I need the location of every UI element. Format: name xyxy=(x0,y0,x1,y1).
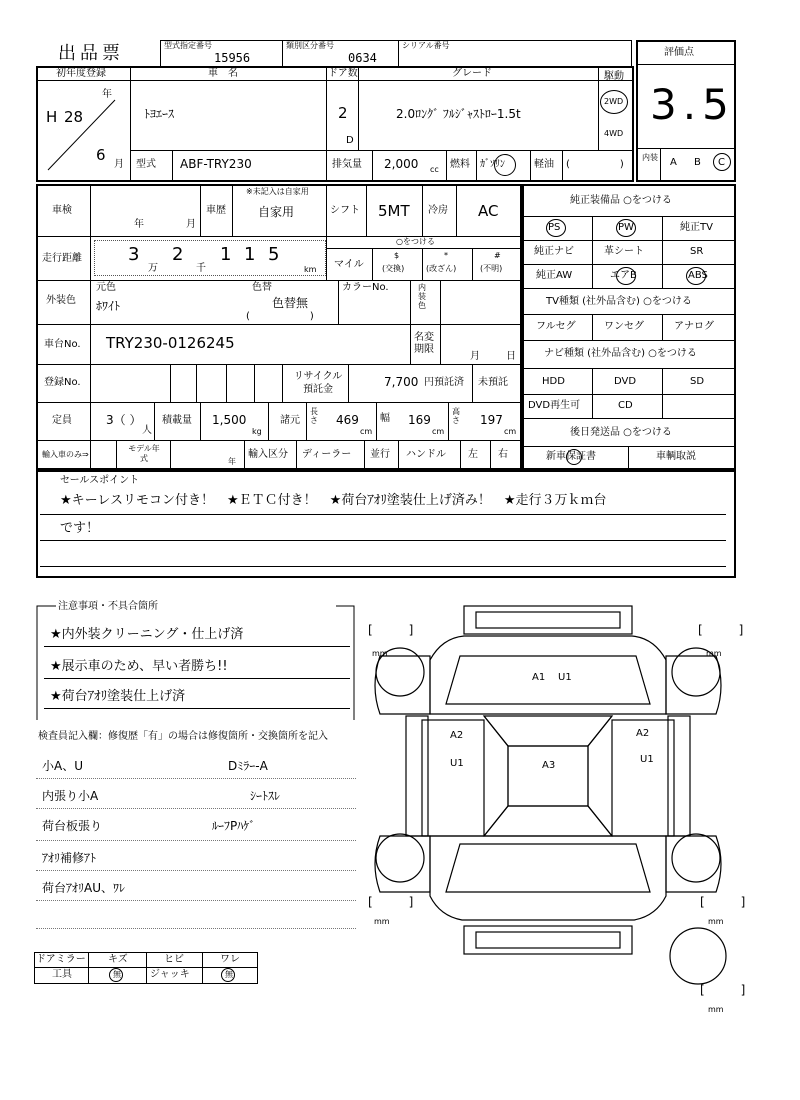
model-code: 15956 xyxy=(214,51,251,65)
serial-label: シリアル番号 xyxy=(402,41,450,50)
diagram-label-a2-right: A2 xyxy=(636,728,650,739)
tools-mark: 無 xyxy=(113,970,121,979)
note-line-3: ★荷台ｱｵﾘ塗装仕上げ済 xyxy=(50,689,186,704)
note-line-1: ★内外装クリーニング・仕上げ済 xyxy=(50,627,244,642)
import-type-label: 輸入区分 xyxy=(248,449,288,460)
equip-abs-circle xyxy=(686,267,706,285)
diagram-label-u1-top: U1 xyxy=(558,672,572,683)
name-limit-day: 日 xyxy=(506,351,516,362)
mile-option: マイル xyxy=(334,259,364,270)
break-header: ワレ xyxy=(220,954,240,965)
capacity-label: 定員 xyxy=(52,415,72,426)
notes-label: 注意事項・不具合箇所 xyxy=(58,601,158,612)
mileage-digit-5: 5 xyxy=(268,244,280,265)
door-suffix: D xyxy=(346,135,354,146)
interior-label: 内装 xyxy=(642,153,658,162)
tire-bracket-rear-right: [ ] xyxy=(700,895,746,909)
diagram-label-u1-left: U1 xyxy=(450,758,464,769)
navi-dvd-play: DVD再生可 xyxy=(528,400,581,411)
fuel-diesel: 軽油 xyxy=(534,159,554,170)
tv-analog: アナログ xyxy=(674,321,714,332)
displacement-unit: cc xyxy=(430,165,439,174)
year-unit: 年 xyxy=(102,89,112,100)
equip-sr: SR xyxy=(690,246,704,257)
mileage-unit-km: km xyxy=(304,265,317,274)
load-label: 積載量 xyxy=(162,415,192,426)
inspector-line-1-right: Dﾐﾗｰ-A xyxy=(228,759,268,773)
mileage-digit-2: 2 xyxy=(172,244,184,265)
interior-c: C xyxy=(718,157,725,168)
width: 169 xyxy=(408,413,431,427)
tire-unit-rear-right: mm xyxy=(708,917,724,926)
displacement: 2,000 xyxy=(384,157,419,171)
shift: 5MT xyxy=(378,202,410,220)
sales-point-box xyxy=(36,470,736,578)
later-manual: 車輌取説 xyxy=(656,451,696,462)
fuel-gasoline: ｶﾞｿﾘﾝ xyxy=(480,159,505,170)
repaint-paren: ( ) xyxy=(246,311,314,322)
navi-dvd: DVD xyxy=(614,376,637,387)
equip-abs: ABS xyxy=(688,270,708,281)
inspector-line-5-left: 荷台ｱｵﾘAU、ﾜﾚ xyxy=(42,881,125,895)
mirror-header: ドアミラー xyxy=(36,954,86,965)
interior-a: A xyxy=(670,157,677,168)
repaint: 色替無 xyxy=(272,296,309,310)
color-no-label: カラーNo. xyxy=(342,282,389,293)
color-label: 外装色 xyxy=(46,295,76,306)
evaluation-score: 3.5 xyxy=(650,80,735,129)
tv-oneseg: ワンセグ xyxy=(604,321,644,332)
navi-header: ナビ種類 (社外品含む) ○をつける xyxy=(544,348,697,359)
grade: 2.0ﾛﾝｸﾞ ﾌﾙｼﾞｬｽﾄﾛｰ1.5t xyxy=(396,107,521,121)
interior-b: B xyxy=(694,157,701,168)
recycle-amount: 7,700 xyxy=(384,375,419,389)
exchange-symbol: $ xyxy=(394,251,400,260)
tv-fullseg: フルセグ xyxy=(536,321,576,332)
tools-label: 工具 xyxy=(52,969,72,980)
later-warranty-circle xyxy=(566,449,582,465)
equip-pw: PW xyxy=(618,222,634,233)
int-color-label: 内装色 xyxy=(418,283,426,310)
height: 197 xyxy=(480,413,503,427)
history-label: 車歴 xyxy=(206,205,226,216)
reg-month: 6 xyxy=(96,146,106,164)
chassis-label: 車台No. xyxy=(44,339,81,350)
history: 自家用 xyxy=(258,205,295,219)
inspection-month: 月 xyxy=(186,219,196,230)
door-label: ドア数 xyxy=(328,68,358,79)
inspector-line-2-right: ｼｰﾄｽﾚ xyxy=(250,789,281,803)
fuel-gasoline-circle xyxy=(494,154,516,176)
exchange-text: (交換) xyxy=(382,264,405,273)
diagram-label-a2-left: A2 xyxy=(450,730,464,741)
navi-hdd: HDD xyxy=(542,376,565,387)
reg-year: 28 xyxy=(64,108,84,126)
tire-unit-spare: mm xyxy=(708,1005,724,1014)
equip-airbag-circle xyxy=(616,267,636,285)
tv-header: TV種類 (社外品含む) ○をつける xyxy=(546,296,692,307)
recycle-unit: 円預託済 xyxy=(424,377,464,388)
diagram-label-u1-right: U1 xyxy=(640,754,654,765)
length-unit: cm xyxy=(360,427,373,436)
repaint-label: 色替 xyxy=(252,282,272,293)
equipment-header: 純正装備品 ○をつける xyxy=(570,195,672,206)
inspector-label: 検査員記入欄：修復歴「有」の場合は修復箇所・交換箇所を記入 xyxy=(38,731,328,742)
equip-ps: PS xyxy=(548,222,561,233)
tire-bracket-front-right: [ ] xyxy=(698,623,744,637)
width-label: 幅 xyxy=(380,413,390,424)
name-limit-label: 名変期限 xyxy=(414,332,434,355)
length: 469 xyxy=(336,413,359,427)
sales-label: セールスポイント xyxy=(60,475,140,486)
later-warranty: 新車保証書 xyxy=(546,451,596,462)
navi-cd: CD xyxy=(618,400,633,411)
class-code-label: 類別区分番号 xyxy=(286,41,334,50)
tire-bracket-front-left: [ ] xyxy=(368,623,414,637)
orig-color-label: 元色 xyxy=(96,282,116,293)
ac-label: 冷房 xyxy=(428,205,448,216)
diagram-label-a1: A1 xyxy=(532,672,546,683)
mile-note: ○をつける xyxy=(396,237,435,246)
mileage-unit-sen: 千 xyxy=(196,263,206,274)
handle-left: 左 xyxy=(468,449,478,460)
recycle-none: 未預託 xyxy=(478,377,508,388)
chassis-number: TRY230-0126245 xyxy=(106,334,235,352)
inspection-label: 車検 xyxy=(52,205,72,216)
orig-color: ﾎﾜｲﾄ xyxy=(96,299,121,313)
first-reg-label: 初年度登録 xyxy=(56,68,106,79)
equip-navi: 純正ナビ xyxy=(534,246,574,257)
mileage-unit-man: 万 xyxy=(148,263,158,274)
drive-2wd: 2WD xyxy=(604,97,624,106)
equip-aw: 純正AW xyxy=(536,270,573,281)
shift-label: シフト xyxy=(330,205,360,216)
car-damage-diagram xyxy=(360,596,740,1026)
recycle-label: リサイクル預託金 xyxy=(293,371,343,395)
displacement-label: 排気量 xyxy=(332,159,362,170)
height-label: 高さ xyxy=(452,407,460,425)
door-count: 2 xyxy=(338,104,348,122)
inspector-line-4-left: ｱｵﾘ補修ｱﾄ xyxy=(42,851,97,865)
car-name-label: 車 名 xyxy=(208,68,238,79)
note-line-2: ★展示車のため、早い者勝ち!! xyxy=(50,659,228,674)
interior-c-circle xyxy=(713,153,731,171)
jack-mark: 無 xyxy=(225,970,233,979)
import-dealer: ディーラー xyxy=(302,449,352,460)
jack-mark-circle xyxy=(221,968,235,982)
drive-label: 駆動 xyxy=(604,71,624,82)
height-unit: cm xyxy=(504,427,517,436)
equip-pw-circle xyxy=(616,219,636,237)
tire-unit-front-left: mm xyxy=(372,649,388,658)
name-limit-month: 月 xyxy=(470,351,480,362)
load: 1,500 xyxy=(212,413,247,427)
drive-4wd: 4WD xyxy=(604,129,624,138)
handle-right: 右 xyxy=(498,449,508,460)
equip-ps-circle xyxy=(546,219,566,237)
length-label: 長さ xyxy=(310,407,318,425)
tamper-symbol: * xyxy=(444,251,448,260)
load-unit: kg xyxy=(252,427,262,436)
scratch-header: キズ xyxy=(108,954,128,965)
model-year-unit: 年 xyxy=(228,457,236,466)
model-year-label: モデル年式 xyxy=(128,444,160,463)
year-era: H xyxy=(46,108,58,126)
diagram-label-a3: A3 xyxy=(542,760,556,771)
later-header: 後日発送品 ○をつける xyxy=(570,427,672,438)
model: ABF-TRY230 xyxy=(180,157,252,171)
mileage-digit-4: 1 xyxy=(244,244,256,265)
equip-airbag: エアB xyxy=(610,270,637,281)
inspector-line-3-left: 荷台板張り xyxy=(42,819,103,833)
mileage-digit-3: 1 xyxy=(220,244,232,265)
tire-unit-front-right: mm xyxy=(706,649,722,658)
width-unit: cm xyxy=(432,427,445,436)
model-label: 型式 xyxy=(136,159,156,170)
month-unit: 月 xyxy=(114,159,124,170)
model-code-label: 型式指定番号 xyxy=(164,41,212,50)
navi-sd: SD xyxy=(690,376,705,387)
drive-2wd-circle xyxy=(600,90,628,114)
sales-line-2: です！ xyxy=(60,521,100,536)
unknown-text: (不明) xyxy=(480,264,503,273)
crack-header: ヒビ xyxy=(164,954,184,965)
import-parallel: 並行 xyxy=(370,449,390,460)
fuel-other: ( ) xyxy=(566,159,624,170)
tire-bracket-spare: [ ] xyxy=(700,983,746,997)
import-label: 輸入車のみ⇒ xyxy=(42,450,89,459)
class-code: 0634 xyxy=(348,51,377,65)
inspector-line-3-right: ﾙｰﾌPﾊｹﾞ xyxy=(212,819,256,833)
unknown-symbol: # xyxy=(494,251,501,260)
grade-label: グレード xyxy=(452,68,492,79)
form-title: 出品票 xyxy=(58,43,124,64)
history-note: ※未記入は自家用 xyxy=(246,187,309,196)
sales-line-1: ★キーレスリモコン付き！ ★ＥＴＣ付き！ ★荷台ｱｵﾘ塗装仕上げ済み！ ★走行３万ｋｍ台 xyxy=(60,493,607,508)
inspector-line-2-left: 内張り小A xyxy=(42,789,99,803)
jack-label: ジャッキ xyxy=(150,969,190,980)
equip-tv: 純正TV xyxy=(680,222,713,233)
tire-bracket-rear-left: [ ] xyxy=(368,895,414,909)
mileage-label: 走行距離 xyxy=(42,253,82,264)
handle-label: ハンドル xyxy=(406,449,446,460)
inspection-year: 年 xyxy=(134,219,144,230)
equip-leather: 革シート xyxy=(604,246,644,257)
score-label: 評価点 xyxy=(664,47,694,58)
tamper-text: (改ざん) xyxy=(426,264,457,273)
vehicle-details-box xyxy=(36,184,522,470)
reg-no-label: 登録No. xyxy=(44,377,81,388)
tire-unit-rear-left: mm xyxy=(374,917,390,926)
capacity-unit: 人 xyxy=(142,425,152,436)
car-name: ﾄﾖｴｰｽ xyxy=(144,107,175,121)
dims-label: 諸元 xyxy=(280,415,300,426)
capacity: 3（ ） xyxy=(106,413,142,427)
fuel-label: 燃料 xyxy=(450,159,470,170)
tools-mark-circle xyxy=(109,968,123,982)
ac: AC xyxy=(478,202,499,220)
inspector-line-1-left: 小A、U xyxy=(42,759,83,773)
mileage-digit-1: 3 xyxy=(128,244,140,265)
